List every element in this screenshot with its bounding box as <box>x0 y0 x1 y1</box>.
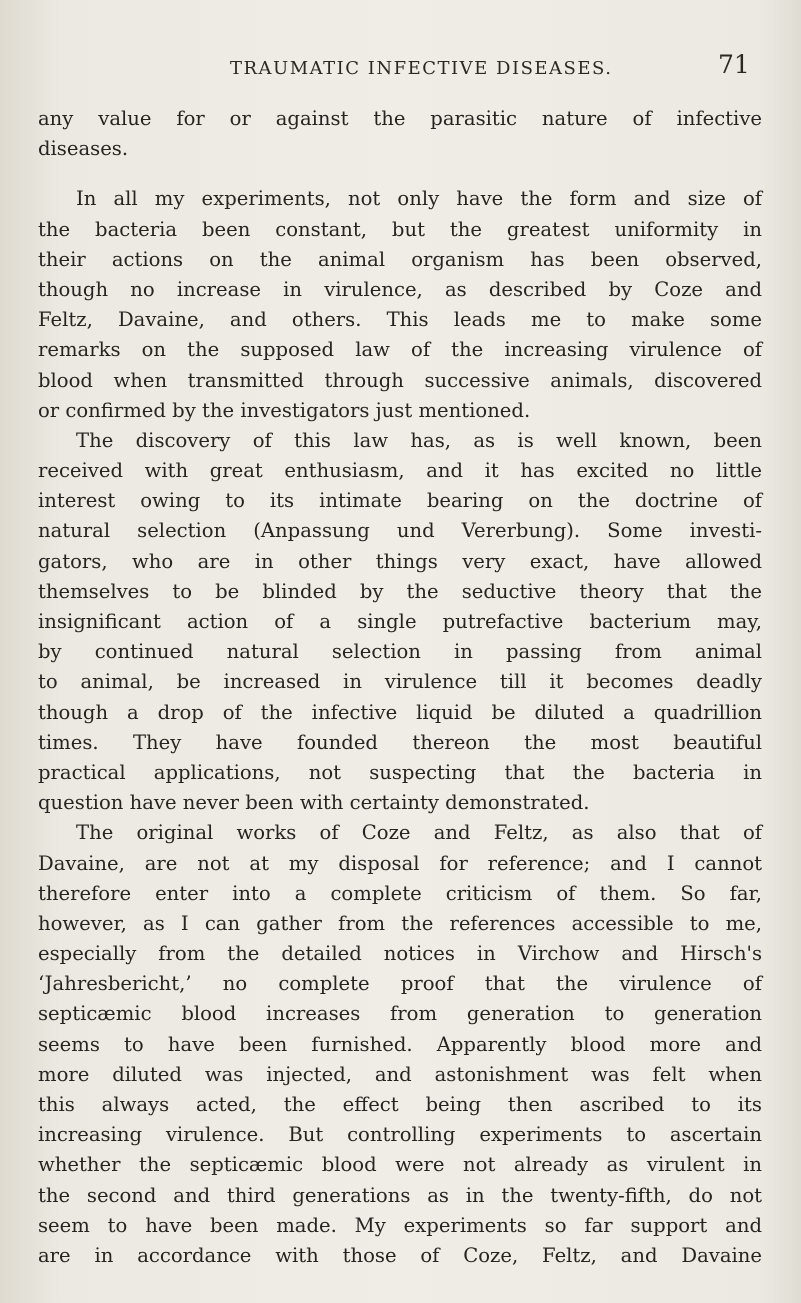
paragraph <box>38 818 762 1271</box>
text-line: diseases. <box>38 137 129 161</box>
text-line: septicæmic blood increases from generation to generation <box>38 1002 762 1026</box>
text-line: to animal, be increased in virulence till it becomes deadly <box>38 670 762 694</box>
text-line: the second and third generations as in the twenty-fifth, do not <box>38 1183 762 1207</box>
text-line: especially from the detailed notices in Virchow and Hirsch's <box>38 942 762 966</box>
text-line: though a drop of the infective liquid be diluted a quadrillion <box>38 700 762 724</box>
text-line: however, as I can gather from the references accessible to me, <box>38 911 762 935</box>
text-line: blood when transmitted through successive animals, discovered <box>38 368 762 392</box>
text-line: or confirmed by the investigators just mentioned. <box>38 398 531 422</box>
text-line: In all my experiments, not only have the form and size of <box>76 187 762 211</box>
text-line: are in accordance with those of Coze, Feltz, and Davaine <box>38 1243 762 1267</box>
text-line: practical applications, not suspecting that the bacteria in <box>38 760 762 784</box>
text-line: The original works of Coze and Feltz, as also that of <box>76 821 762 845</box>
text-line: received with great enthusiasm, and it has excited no little <box>38 459 762 483</box>
text-line: interest owing to its intimate bearing on the doctrine of <box>38 489 762 513</box>
text-line: though no increase in virulence, as described by Coze and <box>38 277 762 301</box>
text-line: The discovery of this law has, as is well known, been <box>76 428 762 452</box>
text-line: seems to have been furnished. Apparently blood more and <box>38 1032 762 1056</box>
text-line: increasing virulence. But controlling experiments to ascertain <box>38 1123 762 1147</box>
text-line: remarks on the supposed law of the increasing virulence of <box>38 338 762 362</box>
text-line: more diluted was injected, and astonishment was felt when <box>38 1062 762 1086</box>
running-head: TRAUMATIC INFECTIVE DISEASES. <box>230 58 613 79</box>
text-line: gators, who are in other things very exact, have allowed <box>38 549 762 573</box>
paragraph <box>38 426 762 818</box>
body-text <box>38 104 762 1271</box>
text-line: natural selection (Anpassung und Vererbung). Some investi- <box>38 519 762 543</box>
text-line: this always acted, the effect being then ascribed to its <box>38 1093 762 1116</box>
text-line: Feltz, Davaine, and others. This leads me to make some <box>38 308 762 332</box>
text-line: question have never been with certainty demonstrated. <box>38 791 590 815</box>
text-line: whether the septicæmic blood were not already as virulent in <box>38 1153 762 1177</box>
text-line: Davaine, are not at my disposal for reference; and I cannot <box>38 851 762 875</box>
paragraph <box>38 104 762 164</box>
text-line: seem to have been made. My experiments so far support and <box>38 1213 762 1237</box>
text-line: themselves to be blinded by the seductive theory that the <box>38 579 762 603</box>
text-line: ‘Jahresbericht,’ no complete proof that the virulence of <box>38 972 762 996</box>
text-line: the bacteria been constant, but the greatest uniformity in <box>38 217 762 241</box>
text-line: any value for or against the parasitic nature of infective <box>38 107 762 130</box>
text-line: insignificant action of a single putrefactive bacterium may, <box>38 610 762 633</box>
paragraph <box>38 184 762 426</box>
text-line: times. They have founded thereon the most beautiful <box>38 730 762 754</box>
text-line: their actions on the animal organism has been observed, <box>38 247 762 271</box>
text-line: therefore enter into a complete criticism of them. So far, <box>38 881 762 905</box>
page-number: 71 <box>718 50 750 79</box>
text-line: by continued natural selection in passing from animal <box>38 640 762 664</box>
